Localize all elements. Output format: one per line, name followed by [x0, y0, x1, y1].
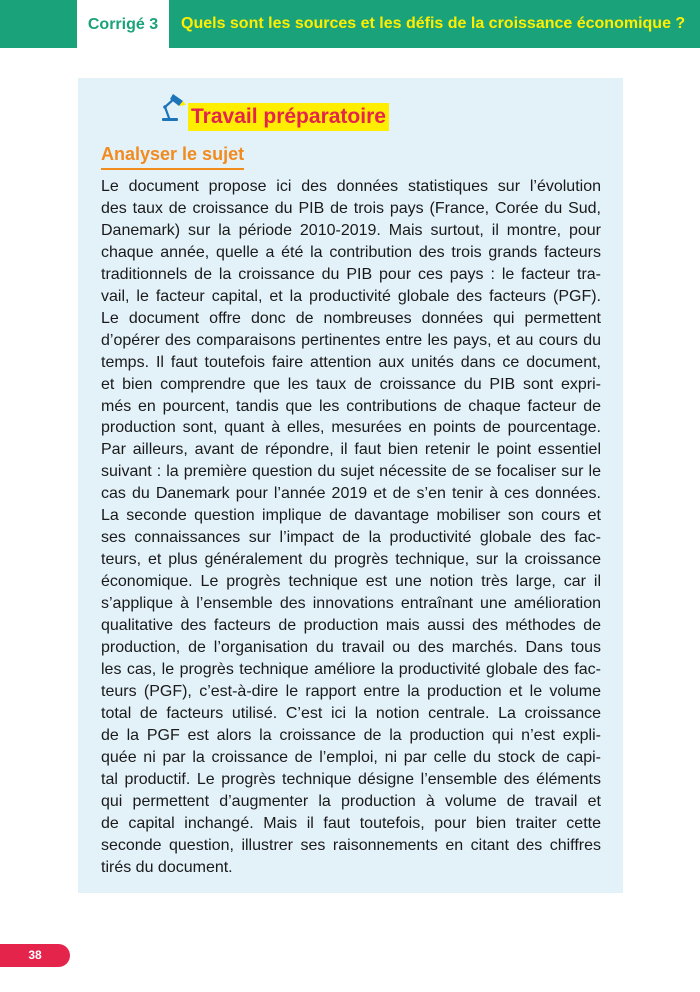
- subheading: Analyser le sujet: [101, 142, 244, 170]
- body-line: teurs, et plus généralement du progrès technique, sur la croissance: [101, 551, 601, 569]
- body-line: de capital inchangé. Mais il faut toutefois, pour bien traiter cette: [101, 814, 601, 832]
- body-line: production sont, quant à elles, mesurées en points de pourcentage.: [101, 419, 601, 437]
- body-line: qui permettent d’augmenter la production à volume de travail et: [101, 792, 601, 810]
- body-line: Danemark) sur la période 2010-2019. Mais surtout, il montre, pour: [101, 221, 601, 239]
- body-line: cas du Danemark pour l’année 2019 et de s’en tenir à ces données.: [101, 485, 601, 503]
- body-line: tal productif. Le progrès technique désigne l’ensemble des éléments: [101, 770, 601, 788]
- body-line: més en pourcent, tandis que les contributions de chaque facteur de: [101, 397, 601, 415]
- body-line: suivant : la première question du sujet nécessite de se focaliser sur le: [101, 463, 601, 481]
- body-line: chaque année, quelle a été la contribution des trois grands facteurs: [101, 243, 601, 261]
- body-paragraph: [101, 176, 601, 879]
- body-line: s’applique à l’ensemble des innovations entraînant une amélioration: [101, 595, 601, 613]
- chapter-tab: Corrigé 3: [77, 0, 169, 48]
- body-line: vail, le facteur capital, et la productivité globale des facteurs (PGF).: [101, 287, 601, 305]
- body-line: seconde question, illustrer ses raisonnements en citant des chiffres: [101, 836, 601, 854]
- body-line: qualitative des facteurs de production mais aussi des méthodes de: [101, 617, 601, 635]
- desk-lamp-icon: [159, 92, 189, 122]
- body-line: des taux de croissance du PIB de trois pays (France, Corée du Sud,: [101, 199, 601, 217]
- body-line: de la PGF est alors la croissance de la production qui n’est expli-: [101, 726, 601, 744]
- body-line: et bien comprendre que les taux de croissance du PIB sont expri-: [101, 375, 601, 393]
- body-line: traditionnels de la croissance du PIB pour ces pays : le facteur tra-: [101, 265, 601, 283]
- body-line: total de facteurs utilisé. C’est ici la notion centrale. La croissance: [101, 704, 601, 722]
- body-line: production, de l’organisation du travail ou des marchés. Dans tous: [101, 639, 601, 657]
- body-line: teurs (PGF), c’est-à-dire le rapport entre la production et le volume: [101, 682, 601, 700]
- body-line: La seconde question implique de davantage mobiliser son cours et: [101, 507, 601, 525]
- section-title: Travail préparatoire: [188, 103, 389, 131]
- chapter-title: Quels sont les sources et les défis de la croissance économique ?: [181, 15, 686, 32]
- body-line: quée ni par la croissance de l’emploi, ni par celle du stock de capi-: [101, 748, 601, 766]
- body-line: ses connaissances sur l’impact de la productivité globale des fac-: [101, 529, 601, 547]
- body-line: Par ailleurs, avant de répondre, il faut bien retenir le point essentiel: [101, 441, 601, 459]
- body-line: tirés du document.: [101, 858, 233, 876]
- body-line: Le document propose ici des données statistiques sur l’évolution: [101, 178, 601, 195]
- body-line: les cas, le progrès technique améliore la productivité globale des fac-: [101, 660, 601, 678]
- body-line: d’opérer des comparaisons pertinentes entre les pays, et au cours du: [101, 331, 601, 349]
- page-number: 38: [0, 944, 70, 967]
- body-line: temps. Il faut toutefois faire attention aux unités dans ce document,: [101, 353, 601, 371]
- body-line: Le document offre donc de nombreuses données qui permettent: [101, 309, 601, 327]
- body-line: économique. Le progrès technique est une notion très large, car il: [101, 573, 601, 591]
